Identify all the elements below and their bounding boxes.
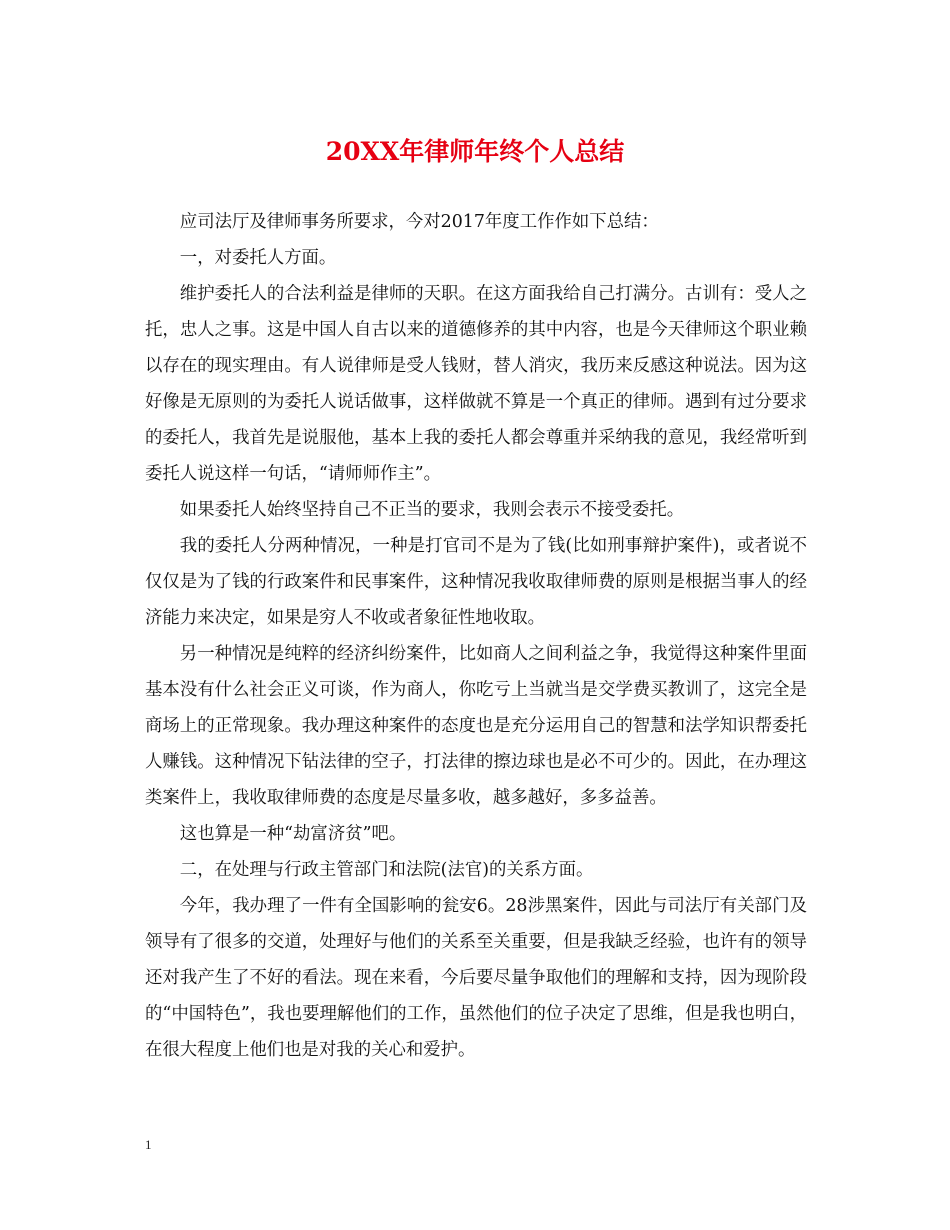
paragraph-client-duty: 维护委托人的合法利益是律师的天职。在这方面我给自己打满分。古训有：受人之托，忠人之事。这是中国人自古以来的道德修养的其中内容，也是今天律师这个职业赖以存在的现实理由。有人说律师是受人钱财，替人消灾，我历来反感这种说法。因为这好像是无原则的为委托人说话做事，这样做就不算是一个真正的律师。遇到有过分要求的委托人，我首先是说服他，基本上我的委托人都会尊重并采纳我的意见，我经常听到委托人说这样一句话，“请师师作主”。: [145, 284, 807, 484]
paragraph-intro: 应司法厅及律师事务所要求，今对2017年度工作作如下总结：: [179, 212, 659, 232]
paragraph-economic-disputes: 另一种情况是纯粹的经济纠纷案件，比如商人之间利益之争，我觉得这种案件里面基本没有什么社会正义可谈，作为商人，你吃亏上当就当是交学费买教训了，这完全是商场上的正常现象。我办理这种案件的态度也是充分运用自己的智慧和法学知识帮委托人赚钱。这种情况下钻法律的空子，打法律的擦边球也是必不可少的。因此，在办理这类案件上，我收取律师费的态度是尽量多收，越多越好，多多益善。: [145, 644, 807, 808]
section-heading-client: 一，对委托人方面。: [179, 248, 337, 268]
paragraph-two-situations: 我的委托人分两种情况，一种是打官司不是为了钱(比如刑事辩护案件)，或者说不仅仅是为了钱的行政案件和民事案件，这种情况我收取律师费的原则是根据当事人的经济能力来决定，如果是穷人不收或者象征性地收取。: [145, 536, 807, 628]
paragraph-rob-rich: 这也算是一种“劫富济贫”吧。: [179, 824, 407, 844]
document-body: [145, 204, 807, 1068]
section-heading-authorities: 二，在处理与行政主管部门和法院(法官)的关系方面。: [179, 860, 594, 880]
page-number: 1: [145, 1137, 152, 1152]
paragraph-wengan-case: 今年，我办理了一件有全国影响的瓮安6。28涉黑案件，因此与司法厅有关部门及领导有了很多的交道，处理好与他们的关系至关重要，但是我缺乏经验，也许有的领导还对我产生了不好的看法。现在来看，今后要尽量争取他们的理解和支持，因为现阶段的“中国特色”，我也要理解他们的工作，虽然他们的位子决定了思维，但是我也明白，在很大程度上他们也是对我的关心和爱护。: [145, 896, 807, 1060]
paragraph-refuse-commission: 如果委托人始终坚持自己不正当的要求，我则会表示不接受委托。: [179, 500, 685, 520]
document-title: 20XX年律师年终个人总结: [325, 137, 625, 166]
